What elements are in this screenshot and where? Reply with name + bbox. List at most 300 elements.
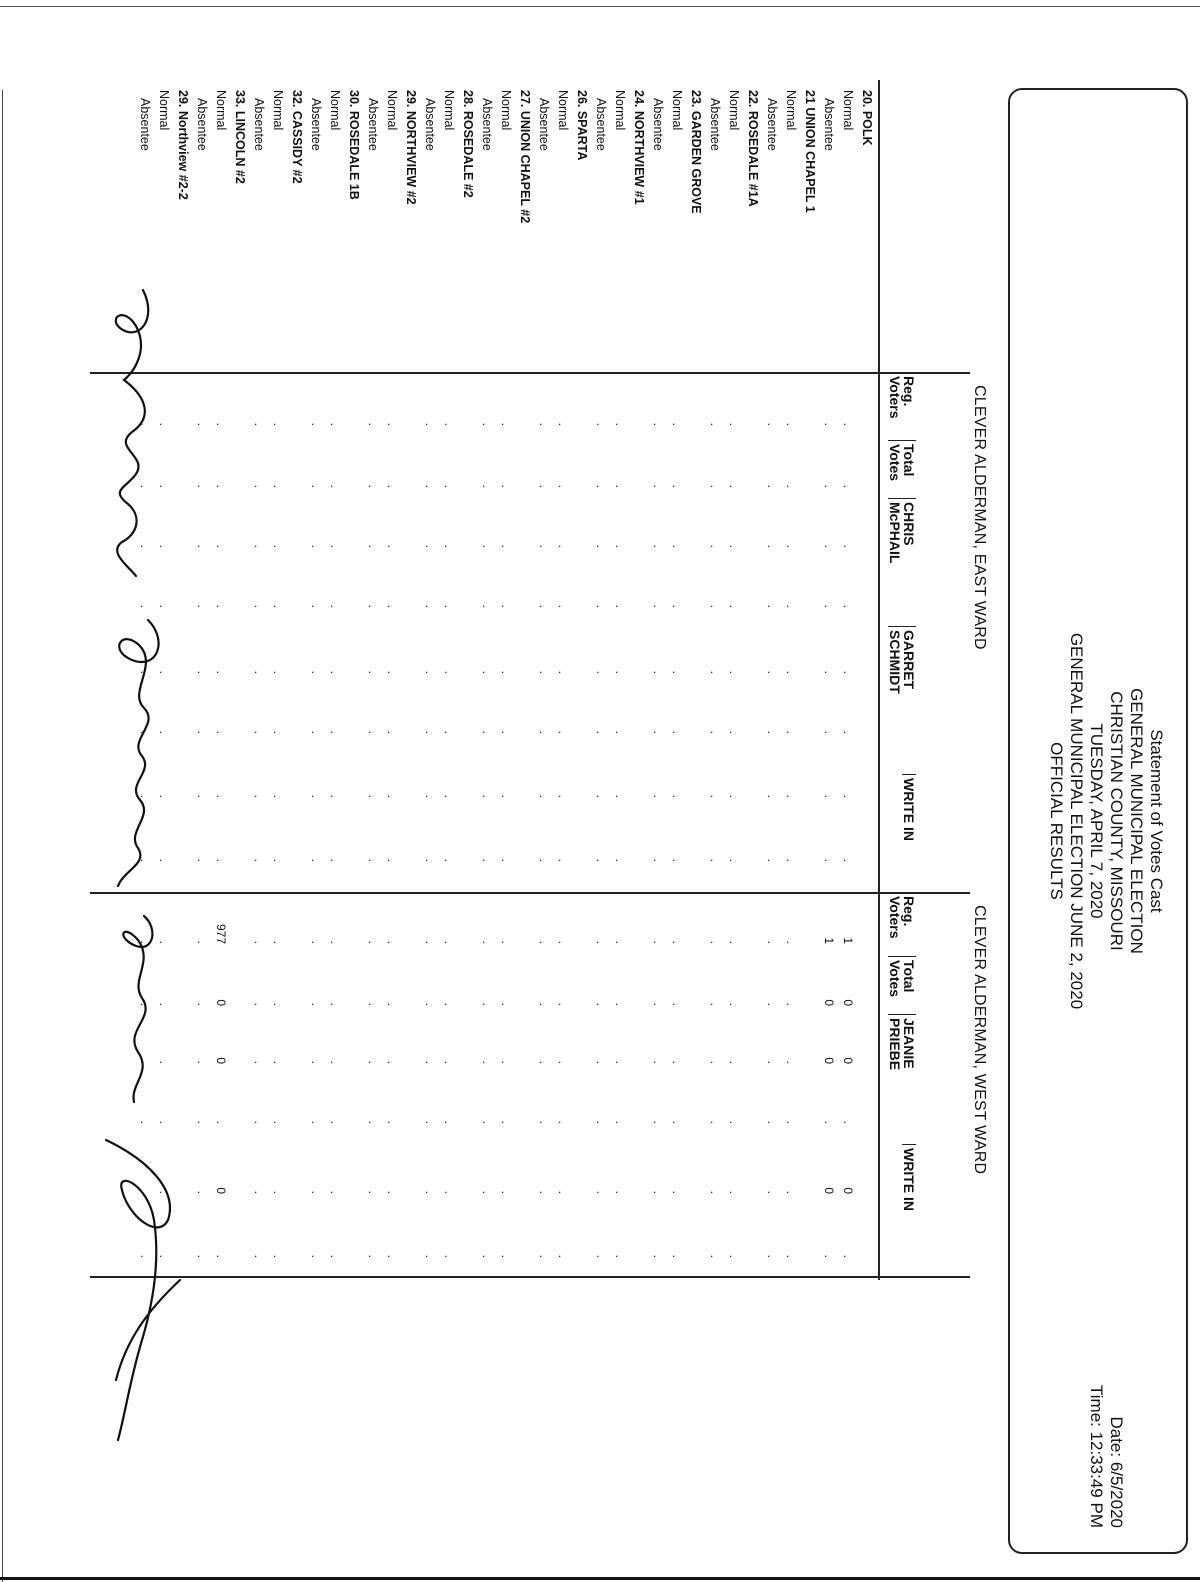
east-col-3: GARRET SCHMIDT: [888, 626, 916, 694]
west-cell: .: [651, 1120, 665, 1124]
east-cell: .: [328, 730, 342, 734]
precinct-name: 27. UNION CHAPEL #2: [518, 90, 532, 224]
west-cell: .: [442, 1002, 456, 1006]
east-cell: .: [252, 794, 266, 798]
vote-type-label: Normal: [670, 90, 684, 131]
signature-2: [118, 620, 159, 886]
precinct-name: 30. ROSEDALE 1B: [347, 90, 361, 200]
east-cell: .: [366, 730, 380, 734]
west-cell: .: [271, 1190, 285, 1194]
west-cell: .: [499, 1120, 513, 1124]
west-cell: .: [309, 940, 323, 944]
east-cell: .: [708, 858, 722, 862]
east-cell: .: [442, 670, 456, 674]
west-cell: .: [708, 1120, 722, 1124]
west-cell: .: [784, 1190, 798, 1194]
east-cell: .: [157, 422, 171, 426]
west-cell: .: [594, 1002, 608, 1006]
west-cell: .: [252, 940, 266, 944]
east-cell: .: [841, 544, 855, 548]
west-cell: .: [727, 1002, 741, 1006]
west-cell: .: [423, 1120, 437, 1124]
east-cell: .: [651, 730, 665, 734]
east-cell: .: [252, 858, 266, 862]
west-cell: .: [480, 1002, 494, 1006]
precinct-name: 22. ROSEDALE #1A: [746, 90, 760, 207]
report-date: Date: 6/5/2020: [1107, 1416, 1126, 1528]
west-cell: .: [765, 1120, 779, 1124]
west-cell: .: [195, 940, 209, 944]
east-cell: .: [328, 544, 342, 548]
west-cell: .: [784, 940, 798, 944]
west-cell: .: [195, 1254, 209, 1258]
west-cell: .: [309, 1060, 323, 1064]
precinct-name: 21 UNION CHAPEL 1: [803, 90, 817, 213]
west-cell: .: [138, 1060, 152, 1064]
east-col-1: Total Votes: [888, 440, 916, 481]
west-cell: .: [138, 940, 152, 944]
east-cell: .: [613, 670, 627, 674]
west-cell: .: [157, 1120, 171, 1124]
west-cell: .: [271, 1002, 285, 1006]
west-cell: .: [366, 1190, 380, 1194]
west-cell: .: [841, 1120, 855, 1124]
east-cell: .: [765, 670, 779, 674]
east-cell: .: [670, 604, 684, 608]
vote-type-label: Absentee: [594, 98, 608, 151]
west-cell: .: [442, 1120, 456, 1124]
east-cell: .: [309, 484, 323, 488]
east-cell: .: [195, 544, 209, 548]
signature-4: [106, 1140, 180, 1440]
east-cell: .: [423, 604, 437, 608]
east-cell: .: [423, 730, 437, 734]
east-cell: .: [613, 544, 627, 548]
west-cell: .: [252, 1002, 266, 1006]
east-cell: .: [727, 604, 741, 608]
west-cell: .: [157, 940, 171, 944]
west-cell: .: [157, 1002, 171, 1006]
west-cell: .: [708, 940, 722, 944]
west-cell: .: [309, 1254, 323, 1258]
east-cell: .: [841, 858, 855, 862]
east-cell: .: [328, 484, 342, 488]
east-cell: .: [252, 544, 266, 548]
east-cell: .: [214, 858, 228, 862]
east-cell: .: [385, 422, 399, 426]
east-cell: .: [423, 858, 437, 862]
east-cell: .: [442, 858, 456, 862]
east-cell: .: [309, 730, 323, 734]
west-cell: .: [271, 1120, 285, 1124]
east-cell: .: [442, 794, 456, 798]
east-cell: .: [271, 544, 285, 548]
east-cell: .: [309, 422, 323, 426]
east-cell: .: [613, 794, 627, 798]
west-cell: .: [765, 1254, 779, 1258]
east-cell: .: [765, 604, 779, 608]
east-cell: .: [727, 544, 741, 548]
west-cell: 0: [214, 1057, 228, 1064]
west-cell: .: [537, 1254, 551, 1258]
west-cell: .: [651, 1190, 665, 1194]
west-cell: .: [708, 1254, 722, 1258]
west-cell: .: [423, 1190, 437, 1194]
west-cell: .: [214, 1254, 228, 1258]
west-cell: .: [537, 1002, 551, 1006]
east-cell: .: [708, 730, 722, 734]
west-cell: .: [651, 940, 665, 944]
west-cell: .: [271, 940, 285, 944]
east-cell: .: [138, 794, 152, 798]
vote-type-label: Absentee: [138, 98, 152, 151]
east-cell: .: [442, 544, 456, 548]
west-cell: .: [594, 1060, 608, 1064]
east-cell: .: [784, 544, 798, 548]
west-cell: .: [727, 940, 741, 944]
header-line-4: TUESDAY, APRIL 7, 2020: [1087, 723, 1106, 919]
west-cell: .: [670, 1254, 684, 1258]
west-cell: .: [613, 1120, 627, 1124]
vote-type-label: Absentee: [195, 98, 209, 151]
west-cell: .: [309, 1002, 323, 1006]
east-cell: .: [651, 858, 665, 862]
report-time: Time: 12:33:49 PM: [1087, 1385, 1106, 1528]
east-cell: .: [423, 484, 437, 488]
east-cell: .: [195, 794, 209, 798]
east-cell: .: [423, 794, 437, 798]
west-cell: .: [708, 1060, 722, 1064]
west-cell: .: [385, 940, 399, 944]
east-cell: .: [556, 422, 570, 426]
east-cell: .: [784, 794, 798, 798]
east-cell: .: [138, 604, 152, 608]
east-cell: .: [328, 858, 342, 862]
west-cell: .: [480, 1120, 494, 1124]
east-cell: .: [385, 670, 399, 674]
east-cell: .: [670, 730, 684, 734]
east-cell: .: [765, 544, 779, 548]
west-cell: .: [727, 1190, 741, 1194]
west-cell: .: [822, 1120, 836, 1124]
east-cell: .: [651, 604, 665, 608]
east-cell: .: [537, 484, 551, 488]
west-cell: .: [670, 1190, 684, 1194]
precinct-name: 20. POLK: [860, 90, 874, 146]
signature-3: [123, 916, 152, 1102]
east-cell: .: [252, 422, 266, 426]
west-cell: .: [366, 1060, 380, 1064]
east-cell: .: [423, 422, 437, 426]
vote-type-label: Normal: [841, 90, 855, 131]
west-cell: .: [442, 1190, 456, 1194]
east-cell: .: [195, 730, 209, 734]
east-cell: .: [366, 484, 380, 488]
west-cell: .: [537, 1060, 551, 1064]
east-cell: .: [727, 730, 741, 734]
west-cell: .: [727, 1060, 741, 1064]
east-ward-title: CLEVER ALDERMAN, EAST WARD: [971, 385, 988, 650]
east-cell: .: [157, 544, 171, 548]
east-cell: .: [271, 858, 285, 862]
east-cell: .: [385, 730, 399, 734]
header-line-2: GENERAL MUNICIPAL ELECTION: [1127, 688, 1146, 954]
west-cell: .: [556, 940, 570, 944]
west-cell: .: [651, 1060, 665, 1064]
west-cell: .: [309, 1190, 323, 1194]
west-cell: .: [613, 1190, 627, 1194]
west-cell: 0: [822, 1057, 836, 1064]
west-cell: .: [252, 1190, 266, 1194]
west-ward-title: CLEVER ALDERMAN, WEST WARD: [971, 905, 988, 1175]
east-cell: .: [594, 544, 608, 548]
west-cell: .: [157, 1254, 171, 1258]
east-cell: .: [670, 484, 684, 488]
east-cell: .: [214, 604, 228, 608]
west-cell: .: [328, 1254, 342, 1258]
bottom-rule: [0, 1577, 1200, 1580]
west-cell: .: [613, 940, 627, 944]
west-cell: 0: [214, 1187, 228, 1194]
west-cell: .: [138, 1002, 152, 1006]
east-cell: .: [670, 544, 684, 548]
west-cell: .: [613, 1002, 627, 1006]
east-cell: .: [556, 858, 570, 862]
east-cell: .: [271, 422, 285, 426]
east-cell: .: [214, 484, 228, 488]
vote-type-label: Absentee: [309, 98, 323, 151]
east-cell: .: [271, 604, 285, 608]
east-cell: .: [195, 422, 209, 426]
east-cell: .: [822, 670, 836, 674]
west-cell: .: [556, 1002, 570, 1006]
east-col-2: CHRIS McPHAIL: [888, 498, 916, 563]
east-cell: .: [480, 794, 494, 798]
vote-type-label: Normal: [328, 90, 342, 131]
east-cell: .: [423, 670, 437, 674]
east-cell: .: [366, 544, 380, 548]
east-cell: .: [195, 670, 209, 674]
east-cell: .: [214, 544, 228, 548]
left-rule: [2, 90, 3, 1582]
east-cell: .: [537, 544, 551, 548]
west-cell: .: [195, 1190, 209, 1194]
west-cell: .: [537, 1190, 551, 1194]
vote-type-label: Normal: [157, 90, 171, 131]
east-cell: .: [556, 730, 570, 734]
east-cell: .: [480, 484, 494, 488]
east-cell: .: [480, 730, 494, 734]
east-cell: .: [385, 858, 399, 862]
east-cell: .: [556, 670, 570, 674]
east-cell: .: [499, 794, 513, 798]
east-cell: .: [822, 484, 836, 488]
west-cell: .: [765, 1060, 779, 1064]
east-cell: .: [309, 544, 323, 548]
west-cell: .: [157, 1190, 171, 1194]
east-cell: .: [252, 730, 266, 734]
top-rule: [0, 6, 1200, 7]
west-cell: 1: [841, 937, 855, 944]
east-cell: .: [385, 794, 399, 798]
west-cell: .: [499, 1254, 513, 1258]
west-cell: 0: [841, 1187, 855, 1194]
vote-type-label: Normal: [214, 90, 228, 131]
west-col-1: Total Votes: [888, 956, 916, 997]
precinct-name: 32. CASSIDY #2: [290, 90, 304, 184]
vote-type-label: Absentee: [480, 98, 494, 151]
east-cell: .: [556, 544, 570, 548]
east-cell: .: [537, 730, 551, 734]
rotated-report-sheet: [98, 80, 1188, 1570]
east-cell: .: [670, 858, 684, 862]
east-cell: .: [841, 604, 855, 608]
east-cell: .: [385, 604, 399, 608]
east-cell: .: [271, 484, 285, 488]
east-cell: .: [138, 730, 152, 734]
west-cell: .: [499, 1002, 513, 1006]
east-cell: .: [670, 422, 684, 426]
east-cell: .: [385, 484, 399, 488]
west-cell: .: [727, 1120, 741, 1124]
west-cell: .: [328, 1002, 342, 1006]
vote-type-label: Normal: [556, 90, 570, 131]
east-col-4: WRITE IN: [902, 774, 916, 841]
east-cell: .: [480, 670, 494, 674]
east-cell: .: [613, 604, 627, 608]
precinct-name: 33. LINCOLN #2: [233, 90, 247, 184]
east-cell: .: [252, 670, 266, 674]
east-cell: .: [613, 422, 627, 426]
east-cell: .: [822, 794, 836, 798]
east-cell: .: [366, 794, 380, 798]
west-cell: .: [195, 1002, 209, 1006]
east-cell: .: [784, 670, 798, 674]
east-cell: .: [651, 544, 665, 548]
east-cell: .: [651, 794, 665, 798]
east-cell: .: [651, 670, 665, 674]
west-cell: .: [423, 1002, 437, 1006]
west-cell: .: [442, 1060, 456, 1064]
east-cell: .: [423, 544, 437, 548]
vote-type-label: Absentee: [366, 98, 380, 151]
east-cell: .: [214, 794, 228, 798]
signature-1: [116, 290, 149, 576]
west-cell: .: [328, 1190, 342, 1194]
west-cell: .: [556, 1060, 570, 1064]
west-cell: .: [841, 1254, 855, 1258]
west-cell: .: [727, 1254, 741, 1258]
west-cell: .: [328, 1120, 342, 1124]
east-cell: .: [328, 422, 342, 426]
east-cell: .: [328, 794, 342, 798]
west-cell: .: [480, 940, 494, 944]
east-cell: .: [784, 422, 798, 426]
east-cell: .: [157, 794, 171, 798]
east-cell: .: [157, 730, 171, 734]
east-cell: .: [784, 604, 798, 608]
west-cell: .: [328, 1060, 342, 1064]
west-cell: .: [385, 1190, 399, 1194]
east-cell: .: [784, 858, 798, 862]
east-cell: .: [765, 422, 779, 426]
east-cell: .: [138, 544, 152, 548]
west-cell: .: [708, 1002, 722, 1006]
west-col-3: WRITE IN: [902, 1144, 916, 1211]
west-cell: .: [385, 1254, 399, 1258]
east-cell: .: [651, 422, 665, 426]
vote-type-label: Absentee: [537, 98, 551, 151]
west-cell: .: [442, 940, 456, 944]
header-line-1: Statement of Votes Cast: [1147, 729, 1166, 913]
west-cell: .: [366, 1002, 380, 1006]
east-cell: .: [613, 484, 627, 488]
east-cell: .: [708, 484, 722, 488]
east-cell: .: [727, 670, 741, 674]
west-cell: .: [138, 1120, 152, 1124]
east-cell: .: [366, 422, 380, 426]
east-cell: .: [252, 604, 266, 608]
east-cell: .: [157, 858, 171, 862]
west-cell: .: [708, 1190, 722, 1194]
east-cell: .: [651, 484, 665, 488]
east-cell: .: [309, 604, 323, 608]
vote-type-label: Normal: [499, 90, 513, 131]
east-cell: .: [366, 858, 380, 862]
west-cell: 1: [822, 937, 836, 944]
east-cell: .: [537, 670, 551, 674]
east-cell: .: [708, 670, 722, 674]
west-cell: .: [195, 1120, 209, 1124]
east-cell: .: [442, 422, 456, 426]
east-cell: .: [366, 670, 380, 674]
east-cell: .: [537, 858, 551, 862]
west-cell: .: [499, 1190, 513, 1194]
west-cell: .: [537, 940, 551, 944]
east-cell: .: [499, 544, 513, 548]
west-cell: .: [385, 1002, 399, 1006]
west-cell: 0: [841, 1057, 855, 1064]
west-cell: .: [366, 1254, 380, 1258]
east-cell: .: [822, 422, 836, 426]
east-cell: .: [480, 544, 494, 548]
east-cell: .: [537, 604, 551, 608]
vote-type-label: Absentee: [423, 98, 437, 151]
west-cell: .: [385, 1120, 399, 1124]
east-cell: .: [366, 604, 380, 608]
west-cell: 0: [822, 999, 836, 1006]
west-cell: .: [252, 1060, 266, 1064]
west-cell: .: [423, 1254, 437, 1258]
west-cell: .: [480, 1190, 494, 1194]
west-cell: .: [480, 1060, 494, 1064]
east-cell: .: [499, 670, 513, 674]
east-cell: .: [727, 422, 741, 426]
west-cell: .: [366, 940, 380, 944]
west-cell: .: [214, 1120, 228, 1124]
east-cell: .: [309, 794, 323, 798]
west-cell: .: [442, 1254, 456, 1258]
east-cell: .: [784, 484, 798, 488]
east-cell: .: [784, 730, 798, 734]
east-cell: .: [765, 730, 779, 734]
west-cell: .: [385, 1060, 399, 1064]
east-cell: .: [195, 604, 209, 608]
west-cell: .: [613, 1254, 627, 1258]
east-cell: .: [271, 730, 285, 734]
west-cell: .: [784, 1002, 798, 1006]
east-cell: .: [271, 794, 285, 798]
